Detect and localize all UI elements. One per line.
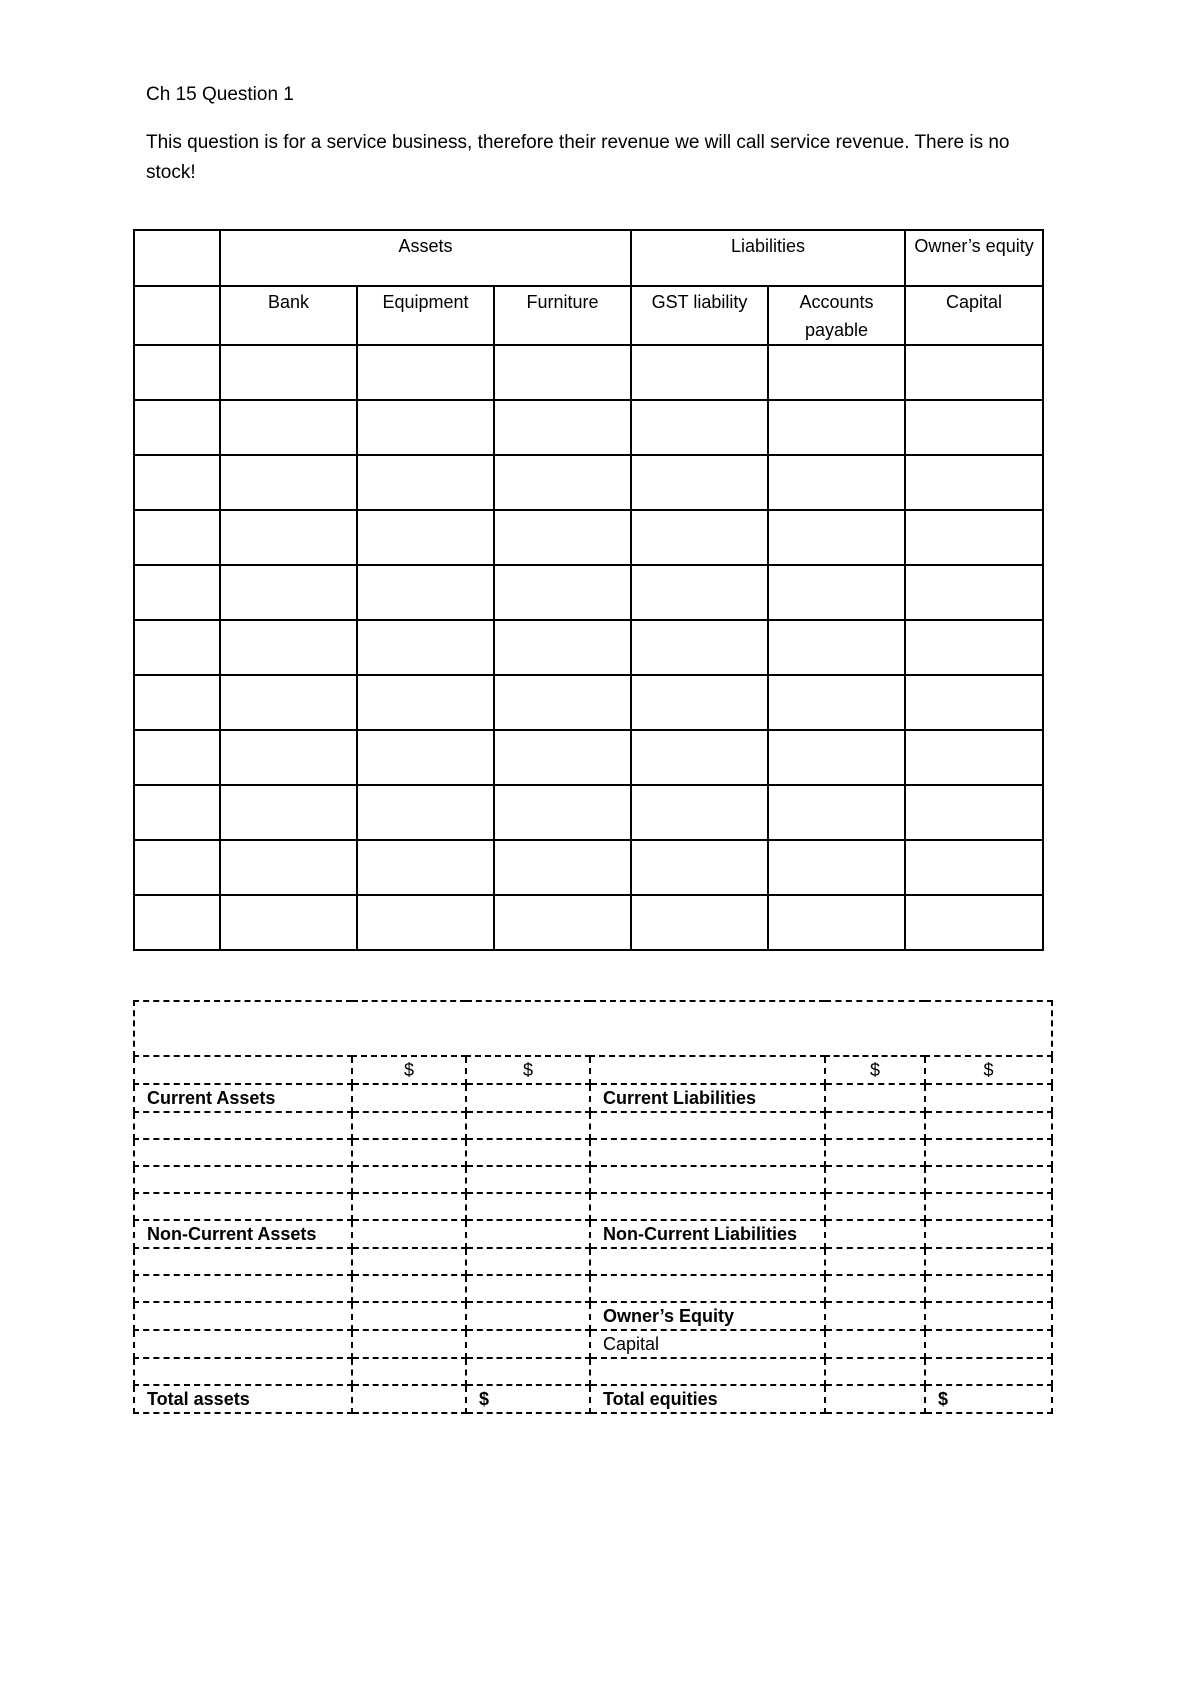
blank-cell <box>590 1056 825 1084</box>
entry-cell[interactable] <box>905 565 1043 620</box>
entry-cell[interactable] <box>631 510 768 565</box>
transaction-cell[interactable] <box>134 840 220 895</box>
entry-cell[interactable] <box>494 785 631 840</box>
table-row <box>134 620 1043 675</box>
entry-cell[interactable] <box>631 400 768 455</box>
total-assets-label: Total assets <box>134 1385 352 1413</box>
entry-cell[interactable] <box>494 400 631 455</box>
table-row <box>134 1193 1052 1220</box>
table-row <box>134 1275 1052 1302</box>
entry-cell[interactable] <box>631 785 768 840</box>
entry-cell[interactable] <box>631 455 768 510</box>
entry-cell[interactable] <box>631 345 768 400</box>
entry-cell[interactable] <box>220 785 357 840</box>
transaction-cell[interactable] <box>134 455 220 510</box>
transaction-cell[interactable] <box>134 895 220 950</box>
total-equities-label: Total equities <box>590 1385 825 1413</box>
col-equipment: Equipment <box>357 286 494 345</box>
transaction-cell[interactable] <box>134 730 220 785</box>
entry-cell[interactable] <box>768 895 905 950</box>
table-row <box>134 565 1043 620</box>
col-gst-liability: GST liability <box>631 286 768 345</box>
currency-symbol: $ <box>352 1056 466 1084</box>
transaction-cell[interactable] <box>134 565 220 620</box>
entry-cell[interactable] <box>905 730 1043 785</box>
entry-cell[interactable] <box>631 620 768 675</box>
entry-cell[interactable] <box>905 455 1043 510</box>
entry-cell[interactable] <box>494 675 631 730</box>
table-row <box>134 1330 1052 1358</box>
entry-cell[interactable] <box>905 510 1043 565</box>
table-row <box>134 1248 1052 1275</box>
table-row <box>134 1112 1052 1139</box>
table-row <box>134 675 1043 730</box>
entry-cell[interactable] <box>357 895 494 950</box>
question-intro: This question is for a service business, therefore their revenue we will call service revenue. There is no stock! <box>146 132 1010 183</box>
capital-label: Capital <box>590 1330 825 1358</box>
entry-cell[interactable] <box>768 455 905 510</box>
entry-cell[interactable] <box>220 510 357 565</box>
current-assets-label: Current Assets <box>134 1084 352 1112</box>
balance-sheet-title[interactable] <box>134 1001 1052 1056</box>
entry-cell[interactable] <box>494 730 631 785</box>
entry-cell[interactable] <box>220 620 357 675</box>
entry-cell[interactable] <box>494 895 631 950</box>
entry-cell[interactable] <box>631 840 768 895</box>
column-header-row <box>134 286 1043 345</box>
group-assets: Assets <box>220 230 631 286</box>
col-capital: Capital <box>905 286 1043 345</box>
entry-cell[interactable] <box>768 400 905 455</box>
entry-cell[interactable] <box>905 345 1043 400</box>
table-row <box>134 1139 1052 1166</box>
currency-symbol: $ <box>825 1056 925 1084</box>
transaction-cell[interactable] <box>134 510 220 565</box>
entry-cell[interactable] <box>357 510 494 565</box>
transaction-cell[interactable] <box>134 620 220 675</box>
col-bank: Bank <box>220 286 357 345</box>
entry-cell[interactable] <box>220 565 357 620</box>
transaction-cell[interactable] <box>134 675 220 730</box>
transaction-cell[interactable] <box>134 785 220 840</box>
entry-cell[interactable] <box>905 620 1043 675</box>
entry-cell[interactable] <box>494 345 631 400</box>
non-current-liabilities-label: Non-Current Liabilities <box>590 1220 825 1248</box>
entry-cell[interactable] <box>905 400 1043 455</box>
table-row <box>134 400 1043 455</box>
entry-cell[interactable] <box>357 785 494 840</box>
entry-cell[interactable] <box>631 730 768 785</box>
blank-cell <box>134 230 220 286</box>
entry-cell[interactable] <box>631 675 768 730</box>
group-owners-equity: Owner’s equity <box>905 230 1043 286</box>
entry-cell[interactable] <box>905 895 1043 950</box>
entry-cell[interactable] <box>357 400 494 455</box>
balance-sheet-title-row <box>134 1001 1052 1056</box>
table-row <box>134 1220 1052 1248</box>
entry-cell[interactable] <box>768 675 905 730</box>
entry-cell[interactable] <box>220 675 357 730</box>
entry-cell[interactable] <box>357 565 494 620</box>
table-row <box>134 510 1043 565</box>
currency-row <box>134 1056 1052 1084</box>
entry-cell[interactable] <box>220 840 357 895</box>
table-row <box>134 840 1043 895</box>
entry-cell[interactable] <box>768 785 905 840</box>
currency-symbol: $ <box>466 1056 590 1084</box>
table-row <box>134 1084 1052 1112</box>
table-row <box>134 730 1043 785</box>
accounting-equation-table <box>133 229 1044 951</box>
table-row <box>134 345 1043 400</box>
balance-sheet-table <box>133 1000 1053 1414</box>
currency-symbol: $ <box>925 1056 1052 1084</box>
entry-cell[interactable] <box>357 345 494 400</box>
page-heading: Ch 15 Question 1 <box>146 84 294 105</box>
table-row <box>134 1166 1052 1193</box>
entry-cell[interactable] <box>905 785 1043 840</box>
table-row <box>134 785 1043 840</box>
entry-cell[interactable] <box>631 895 768 950</box>
entry-cell[interactable] <box>220 455 357 510</box>
non-current-assets-label: Non-Current Assets <box>134 1220 352 1248</box>
transaction-cell[interactable] <box>134 400 220 455</box>
total-equities-currency[interactable]: $ <box>925 1385 1052 1413</box>
entry-cell[interactable] <box>768 730 905 785</box>
entry-cell[interactable] <box>631 565 768 620</box>
col-furniture: Furniture <box>494 286 631 345</box>
owners-equity-label: Owner’s Equity <box>590 1302 825 1330</box>
entry-cell[interactable] <box>494 840 631 895</box>
table-row <box>134 1302 1052 1330</box>
table-row <box>134 895 1043 950</box>
entry-cell[interactable] <box>494 510 631 565</box>
entry-cell[interactable] <box>768 345 905 400</box>
entry-cell[interactable] <box>905 675 1043 730</box>
current-liabilities-label: Current Liabilities <box>590 1084 825 1112</box>
total-assets-currency[interactable]: $ <box>466 1385 590 1413</box>
table-row <box>134 455 1043 510</box>
entry-cell[interactable] <box>768 620 905 675</box>
entry-cell[interactable] <box>768 510 905 565</box>
entry-cell[interactable] <box>905 840 1043 895</box>
blank-cell <box>134 286 220 345</box>
totals-row <box>134 1385 1052 1413</box>
entry-cell[interactable] <box>494 620 631 675</box>
entry-cell[interactable] <box>357 620 494 675</box>
entry-cell[interactable] <box>220 730 357 785</box>
entry-cell[interactable] <box>220 400 357 455</box>
entry-cell[interactable] <box>357 730 494 785</box>
entry-cell[interactable] <box>220 895 357 950</box>
entry-cell[interactable] <box>768 565 905 620</box>
blank-cell <box>134 1056 352 1084</box>
entry-cell[interactable] <box>494 565 631 620</box>
entry-cell[interactable] <box>494 455 631 510</box>
col-accounts-payable: Accounts payable <box>768 286 905 345</box>
entry-cell[interactable] <box>357 675 494 730</box>
transaction-cell[interactable] <box>134 345 220 400</box>
entry-cell[interactable] <box>357 840 494 895</box>
table-row <box>134 1358 1052 1385</box>
group-header-row <box>134 230 1043 286</box>
group-liabilities: Liabilities <box>631 230 905 286</box>
entry-cell[interactable] <box>768 840 905 895</box>
entry-cell[interactable] <box>357 455 494 510</box>
entry-cell[interactable] <box>220 345 357 400</box>
